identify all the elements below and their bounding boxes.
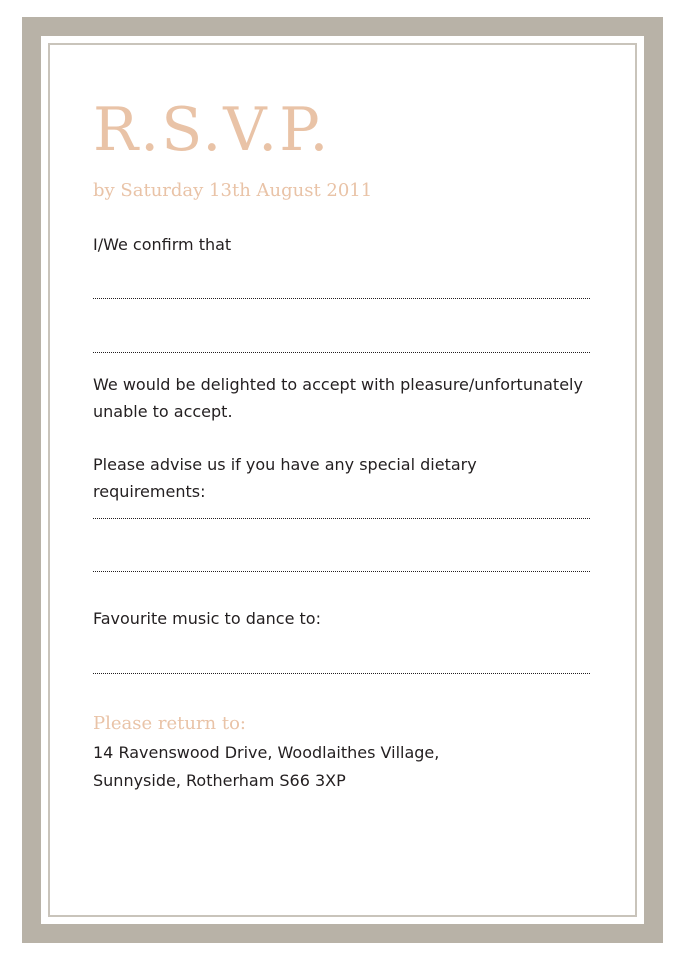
rsvp-title: R.S.V.P. (93, 95, 331, 165)
rsvp-deadline: by Saturday 13th August 2011 (93, 180, 373, 201)
music-label: Favourite music to dance to: (93, 609, 321, 628)
music-line[interactable] (93, 673, 590, 674)
confirm-label: I/We confirm that (93, 235, 232, 254)
return-label: Please return to: (93, 713, 246, 734)
dietary-label: Please advise us if you have any special dietary requirements: (93, 455, 477, 501)
accept-text: We would be delighted to accept with pleasure/unfortunately unable to accept. (93, 375, 583, 421)
dietary-line-2[interactable] (93, 571, 590, 572)
confirm-line-2[interactable] (93, 352, 590, 353)
address-line-1: 14 Ravenswood Drive, Woodlaithes Village, (93, 743, 440, 762)
dietary-line-1[interactable] (93, 518, 590, 519)
address-line-2: Sunnyside, Rotherham S66 3XP (93, 771, 346, 790)
confirm-line-1[interactable] (93, 298, 590, 299)
